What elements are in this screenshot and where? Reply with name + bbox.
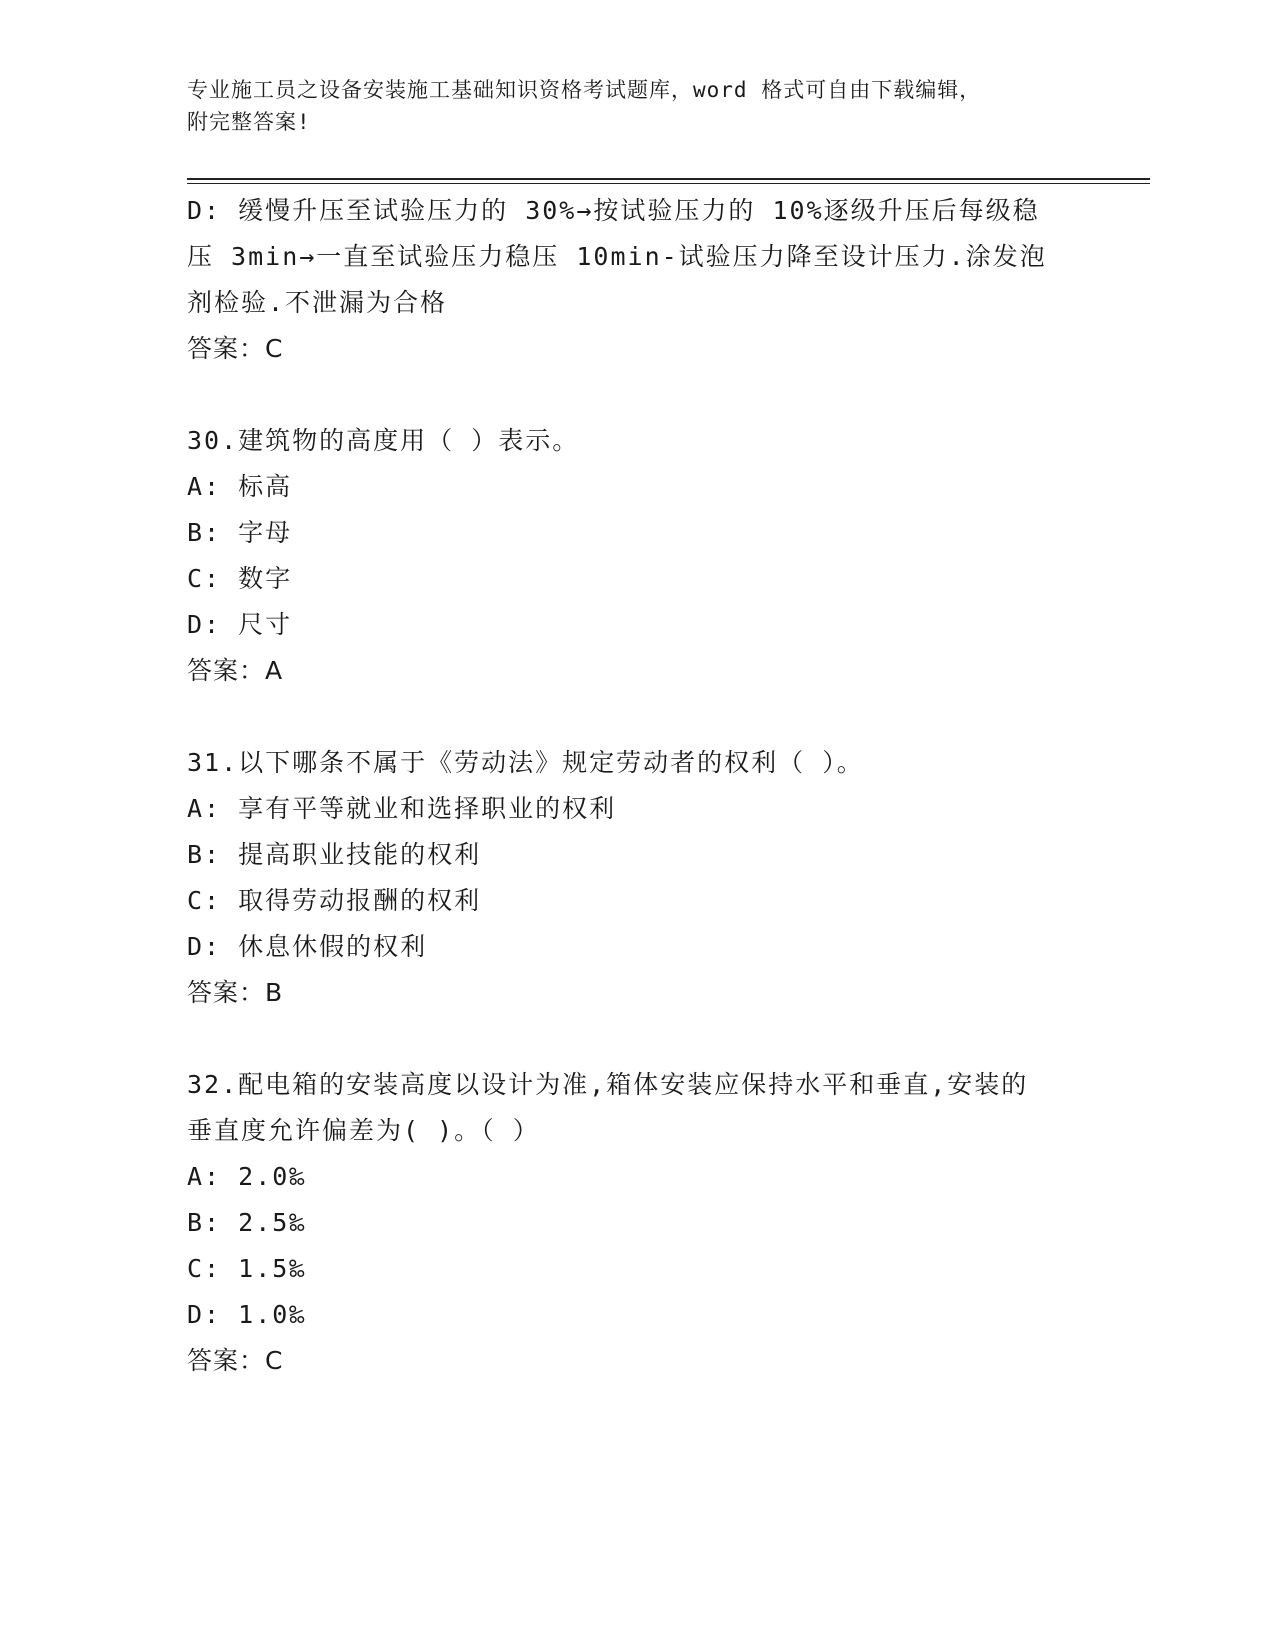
option-c: C: 取得劳动报酬的权利 [187,886,482,915]
option-c: C: 数字 [187,564,293,593]
question-stem-line-2: 垂直度允许偏差为( )。（ ） [187,1116,540,1145]
option-b: B: 2.5‰ [187,1208,307,1237]
option-a: A: 标高 [187,472,293,501]
header-line-2: 附完整答案! [187,110,311,134]
question-stem: 31.以下哪条不属于《劳动法》规定劳动者的权利（ ）。 [187,748,864,777]
option-b: B: 字母 [187,518,293,547]
document-header [187,74,1087,138]
header-divider-thin [187,183,1150,184]
option-a: A: 享有平等就业和选择职业的权利 [187,794,617,823]
option-d-line-1: D: 缓慢升压至试验压力的 30%→按试验压力的 10%逐级升压后每级稳 [187,196,1040,225]
option-d: D: 尺寸 [187,610,293,639]
header-line-1: 专业施工员之设备安装施工基础知识资格考试题库，word 格式可自由下载编辑， [187,78,982,102]
option-c: C: 1.5‰ [187,1254,307,1283]
prev-question-block [187,188,1087,372]
answer-line: 答案：C [187,1346,284,1375]
question-32 [187,1062,1087,1384]
spacer [187,694,1087,740]
option-d-line-2: 压 3min→一直至试验压力稳压 10min-试验压力降至设计压力.涂发泡 [187,242,1047,271]
option-a: A: 2.0‰ [187,1162,307,1191]
spacer [187,372,1087,418]
option-d: D: 1.0‰ [187,1300,307,1329]
option-b: B: 提高职业技能的权利 [187,840,482,869]
question-31 [187,740,1087,1016]
question-stem: 30.建筑物的高度用（ ）表示。 [187,426,580,455]
question-content [187,188,1087,1384]
option-d: D: 休息休假的权利 [187,932,428,961]
answer-line: 答案：B [187,978,284,1007]
header-divider-thick [187,178,1150,180]
question-30 [187,418,1087,694]
answer-line: 答案：C [187,334,284,363]
option-d-line-3: 剂检验.不泄漏为合格 [187,288,448,317]
answer-line: 答案：A [187,656,284,685]
question-stem-line-1: 32.配电箱的安装高度以设计为准,箱体安装应保持水平和垂直,安装的 [187,1070,1029,1099]
spacer [187,1016,1087,1062]
